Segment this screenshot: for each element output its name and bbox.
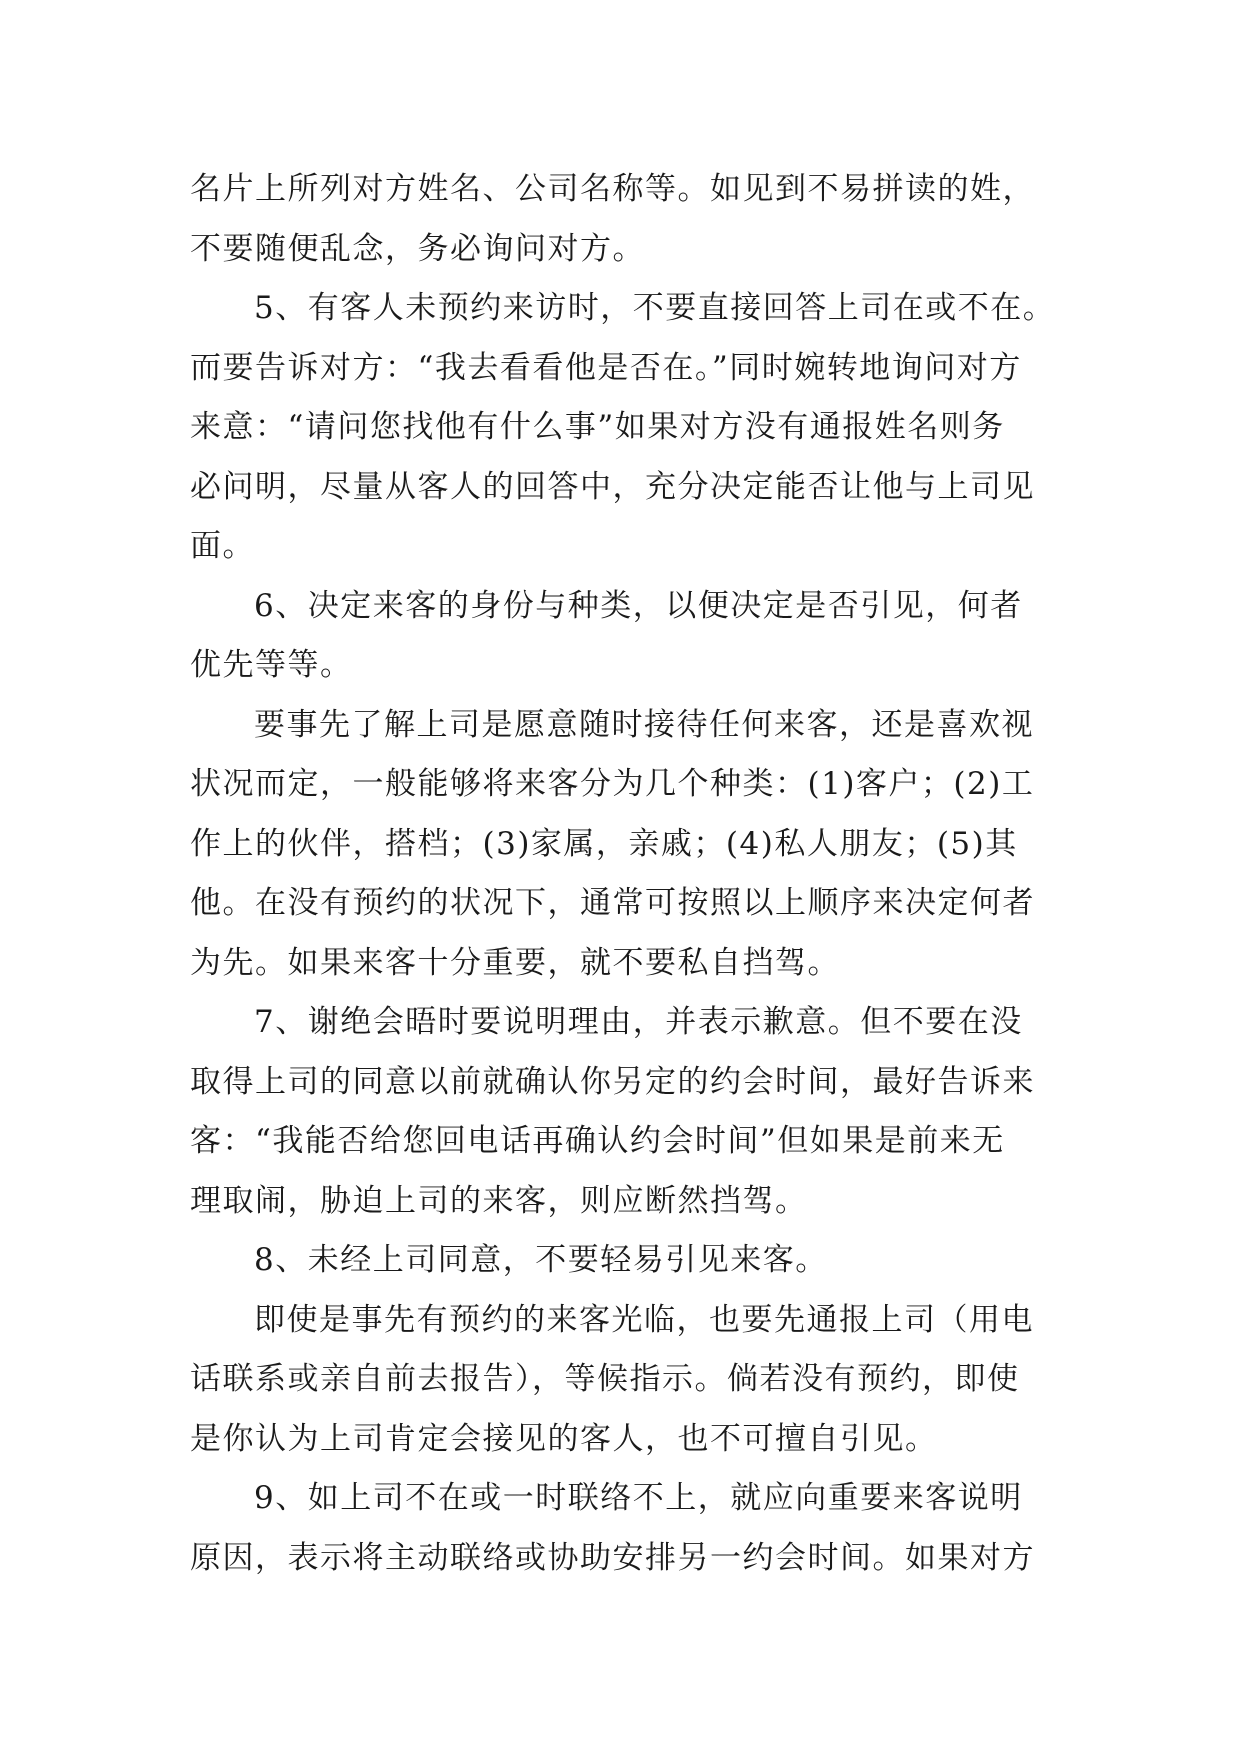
text-line: 面。 xyxy=(190,528,255,564)
document-body xyxy=(190,160,1070,1588)
text-line: 名片上所列对方姓名、公司名称等。如见到不易拼读的姓， xyxy=(190,171,1035,207)
paragraph-first-line: 9、如上司不在或一时联络不上，就应向重要来客说明 xyxy=(254,1480,1023,1516)
text-line: 是你认为上司肯定会接见的客人，也不可擅自引见。 xyxy=(190,1420,938,1457)
text-line: 来意：“请问您找他有什么事”如果对方没有通报姓名则务 xyxy=(190,409,1005,445)
paragraph-first-line: 5、有客人未预约来访时，不要直接回答上司在或不在。 xyxy=(254,290,1056,326)
paragraph-first-line: 8、未经上司同意，不要轻易引见来客。 xyxy=(254,1242,828,1278)
paragraph-first-line: 6、决定来客的身份与种类，以便决定是否引见，何者 xyxy=(254,587,1023,624)
text-line: 优先等等。 xyxy=(190,647,353,683)
paragraph-first-line: 即使是事先有预约的来客光临，也要先通报上司（用电 xyxy=(254,1301,1034,1338)
text-line: 必问明，尽量从客人的回答中，充分决定能否让他与上司见 xyxy=(190,468,1035,505)
text-line: 原因，表示将主动联络或协助安排另一约会时间。如果对方 xyxy=(190,1539,1035,1576)
text-line: 为先。如果来客十分重要，就不要私自挡驾。 xyxy=(190,944,840,981)
text-line: 不要随便乱念，务必询问对方。 xyxy=(190,230,645,267)
text-line: 理取闹，胁迫上司的来客，则应断然挡驾。 xyxy=(190,1182,808,1219)
text-line: 而要告诉对方：“我去看看他是否在。”同时婉转地询问对方 xyxy=(190,349,1022,386)
text-line: 话联系或亲自前去报告），等候指示。倘若没有预约，即使 xyxy=(190,1361,1020,1397)
text-line: 状况而定，一般能够将来客分为几个种类：(1)客户；(2)工 xyxy=(190,766,1035,802)
paragraph-first-line: 要事先了解上司是愿意随时接待任何来客，还是喜欢视 xyxy=(254,706,1034,743)
text-line: 取得上司的同意以前就确认你另定的约会时间，最好告诉来 xyxy=(190,1063,1035,1100)
paragraph-first-line: 7、谢绝会晤时要说明理由，并表示歉意。但不要在没 xyxy=(254,1004,1023,1040)
text-line: 作上的伙伴，搭档；(3)家属，亲戚；(4)私人朋友；(5)其 xyxy=(190,825,1018,862)
text-line: 客：“我能否给您回电话再确认约会时间”但如果是前来无 xyxy=(190,1123,1005,1159)
text-line: 他。在没有预约的状况下，通常可按照以上顺序来决定何者 xyxy=(190,885,1035,921)
